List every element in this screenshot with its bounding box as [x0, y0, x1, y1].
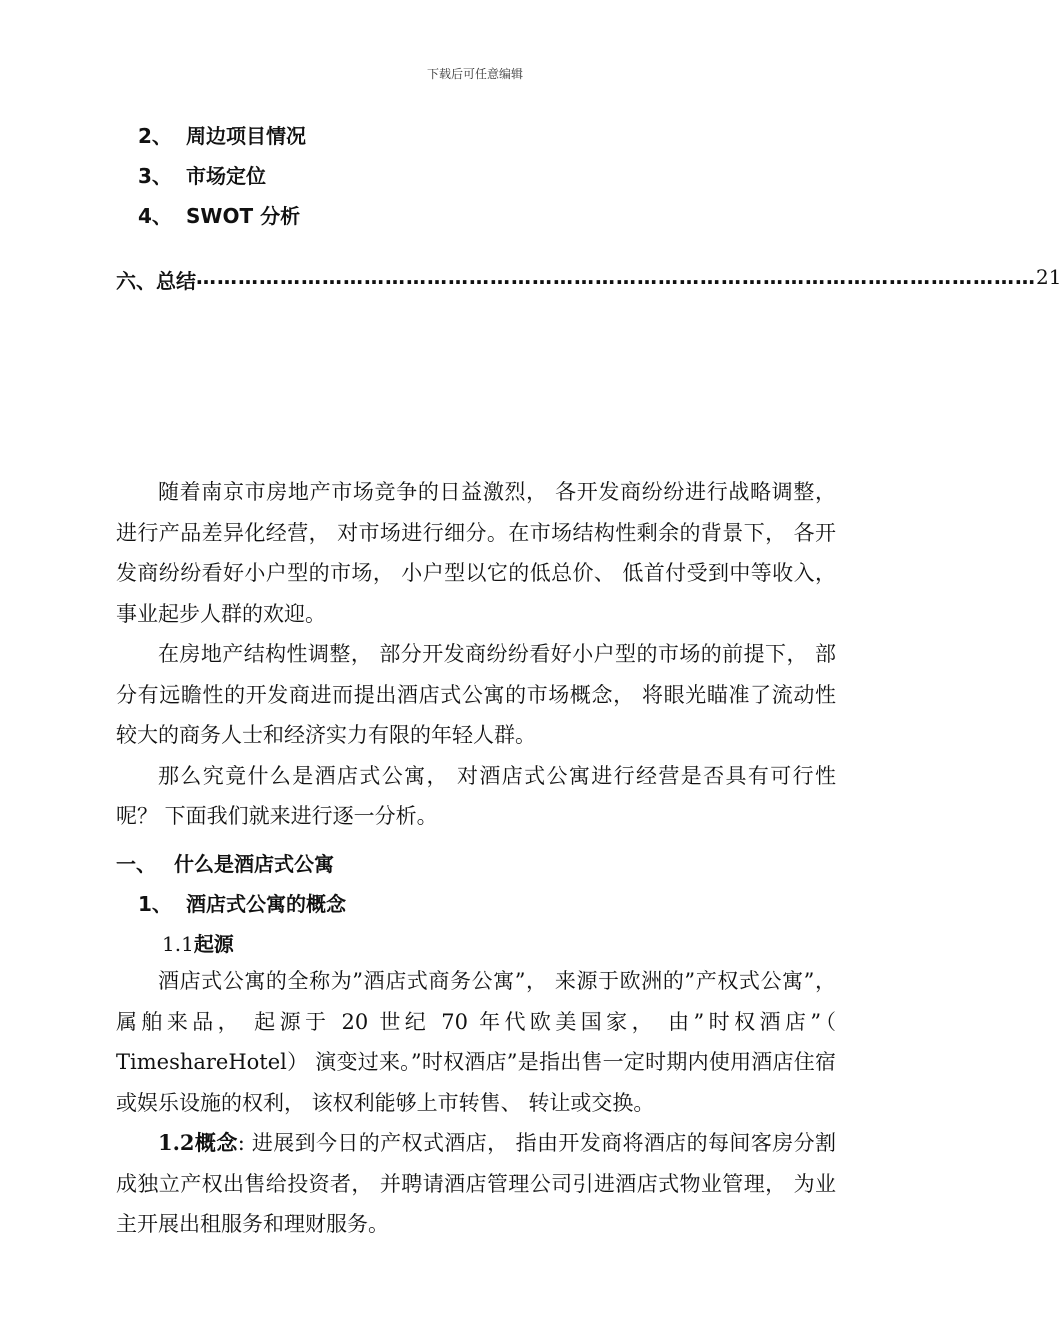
subsection-number: 1、 — [138, 892, 172, 916]
concept-number: 1.2 — [158, 1130, 195, 1155]
toc-item-label: SWOT 分析 — [186, 204, 301, 228]
concept-colon: : — [237, 1131, 245, 1155]
page-header: 下载后可任意编辑 — [426, 67, 523, 81]
concept-text: 进展到今日的产权式酒店， 指由开发商将酒店的每间客房分割成独立产权出售给投资者， 并聘请酒店管理公司引进酒店式物业管理， 为业主开展出租服务和理财服务。 — [116, 1131, 836, 1236]
toc-item-2 — [138, 120, 306, 149]
subsection-heading-1 — [138, 888, 346, 917]
toc-item-4 — [138, 200, 300, 229]
toc-item-number: 4、 — [138, 204, 172, 228]
subsection-number: 1.1 — [162, 932, 194, 956]
section-heading-1 — [116, 848, 334, 877]
toc-leader-dots: ………………………………………………………………………………………………………… — [196, 265, 1036, 289]
origin-text — [116, 961, 836, 1245]
toc-item-label: 周边项目情况 — [186, 124, 306, 148]
toc-item-6 — [116, 265, 1061, 294]
toc-item-number: 3、 — [138, 164, 172, 188]
concept-title: 概念 — [194, 1130, 238, 1155]
concept-paragraph — [116, 1123, 836, 1245]
toc-page-number: 21 — [1036, 265, 1061, 289]
intro-paragraph-2: 在房地产结构性调整， 部分开发商纷纷看好小户型的市场的前提下， 部分有远瞻性的开发商进而提出酒店式公寓的市场概念， 将眼光瞄准了流动性较大的商务人士和经济实力有限的年轻人群。 — [116, 642, 836, 747]
section-number: 一、 — [116, 852, 156, 876]
toc-item-label: 市场定位 — [186, 164, 266, 188]
intro-paragraph-3: 那么究竟什么是酒店式公寓， 对酒店式公寓进行经营是否具有可行性呢？ 下面我们就来进行逐一分析。 — [116, 763, 836, 828]
origin-paragraph: 酒店式公寓的全称为”酒店式商务公寓”， 来源于欧洲的”产权式公寓”， 属舶来品， 起源于 20 世纪 70 年代欧美国家， 由”时权酒店”（ TimeshareHotel） 演变过来。”时权酒店”是指出售一定时期内使用酒店住宿或娱乐设施的权利， 该权利能够上市转售、 转让或交换。 — [116, 969, 836, 1115]
subsection-title: 酒店式公寓的概念 — [186, 892, 346, 916]
toc-item-number: 2、 — [138, 124, 172, 148]
intro-paragraph-1: 随着南京市房地产市场竞争的日益激烈， 各开发商纷纷进行战略调整， 进行产品差异化经营， 对市场进行细分。在市场结构性剩余的背景下， 各开发商纷纷看好小户型的市场， 小户型以它的低总价、 低首付受到中等收入， 事业起步人群的欢迎。 — [116, 480, 836, 626]
subsection-heading-1-1 — [162, 928, 234, 957]
toc-item-3 — [138, 160, 266, 189]
intro-text — [116, 472, 836, 837]
section-title: 什么是酒店式公寓 — [174, 852, 334, 876]
toc-item-number: 六、 — [116, 269, 156, 293]
toc-item-label: 总结 — [156, 269, 196, 293]
subsection-title: 起源 — [193, 932, 234, 956]
